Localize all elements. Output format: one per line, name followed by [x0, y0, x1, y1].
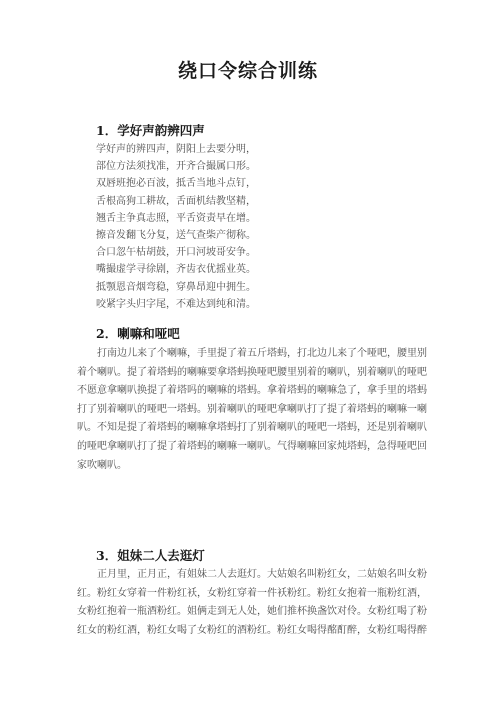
section-heading-3: 3．姐妹二人去逛灯: [96, 548, 205, 563]
verse-line: 学好声的辨四声，阴阳上去要分明，: [96, 144, 256, 155]
paragraph-line: 红女的粉红酒，粉红女喝了女粉红的酒粉红。粉红女喝得酩酊醉，女粉红喝得醉: [77, 624, 427, 636]
section-2-paragraph: [77, 345, 427, 475]
page-title: 绕口令综合训练: [177, 60, 318, 82]
paragraph-line: 女粉红抱着一瓶酒粉红。姐俩走到无人处，她们推杯换盏饮对伶。女粉红喝了粉: [77, 606, 427, 618]
paragraph-line: 正月里，正月正，有姐妹二人去逛灯。大姑娘名叫粉红女，二姑娘名叫女粉: [97, 569, 427, 580]
verse-line: 咬紧字头归字尾，不难达到纯和清。: [96, 298, 256, 310]
section-1-verse: [96, 141, 256, 313]
paragraph-line: 家吹喇叭。: [77, 459, 127, 471]
verse-line: 抵颚恩音烟弯稳，穿鼻昂迎中拥生。: [96, 281, 256, 293]
section-3-paragraph: [77, 566, 427, 640]
paragraph-line: 打南边儿来了个喇嘛，手里提了着五斤塔蚂，打北边儿来了个哑吧，腰里别: [97, 348, 427, 359]
paragraph-line: 打了别着喇叭的哑吧一塔蚂。别着喇叭的哑吧拿喇叭打了提了着塔蚂的喇嘛一喇: [77, 403, 427, 415]
paragraph-line: 叭。不知是提了着塔蚂的喇嘛拿塔蚂打了别着喇叭的哑吧一塔蚂，还是别着喇叭: [77, 422, 427, 434]
paragraph-line: 红。粉红女穿着一件粉红袄，女粉红穿着一件袄粉红。粉红女抱着一瓶粉红酒，: [77, 587, 427, 599]
verse-line: 擦音发翻飞分复，送气查柴产彻称。: [96, 230, 256, 242]
verse-line: 合口忽午枯胡鼓，开口河坡哥安争。: [96, 247, 256, 259]
verse-line: 部位方法须找准，开齐合撮属口形。: [96, 161, 256, 173]
verse-line: 嘴撮虚学寻徐剧，齐齿衣优摇业英。: [96, 264, 256, 276]
paragraph-line: 的哑吧拿喇叭打了提了着塔蚂的喇嘛一喇叭。气得喇嘛回家炖塔蚂，急得哑吧回: [77, 440, 427, 452]
paragraph-line: 着个喇叭。提了着塔蚂的喇嘛要拿塔蚂换哑吧腰里别着的喇叭，别着喇叭的哑吧: [77, 366, 427, 378]
section-heading-2: 2．喇嘛和哑吧: [96, 326, 180, 341]
verse-line: 双唇班抱必百波，抵舌当地斗点钉，: [96, 178, 256, 190]
paragraph-line: 不愿意拿喇叭换提了着塔吗的喇嘛的塔蚂。拿着塔蚂的喇嘛急了，拿手里的塔蚂: [77, 385, 427, 397]
verse-line: 翘舌主争真志照，平舌资责早在增。: [96, 212, 256, 224]
verse-line: 舌根高狗工耕故，舌面机结教坚精，: [96, 195, 256, 207]
section-heading-1: 1．学好声韵辨四声: [96, 123, 205, 138]
